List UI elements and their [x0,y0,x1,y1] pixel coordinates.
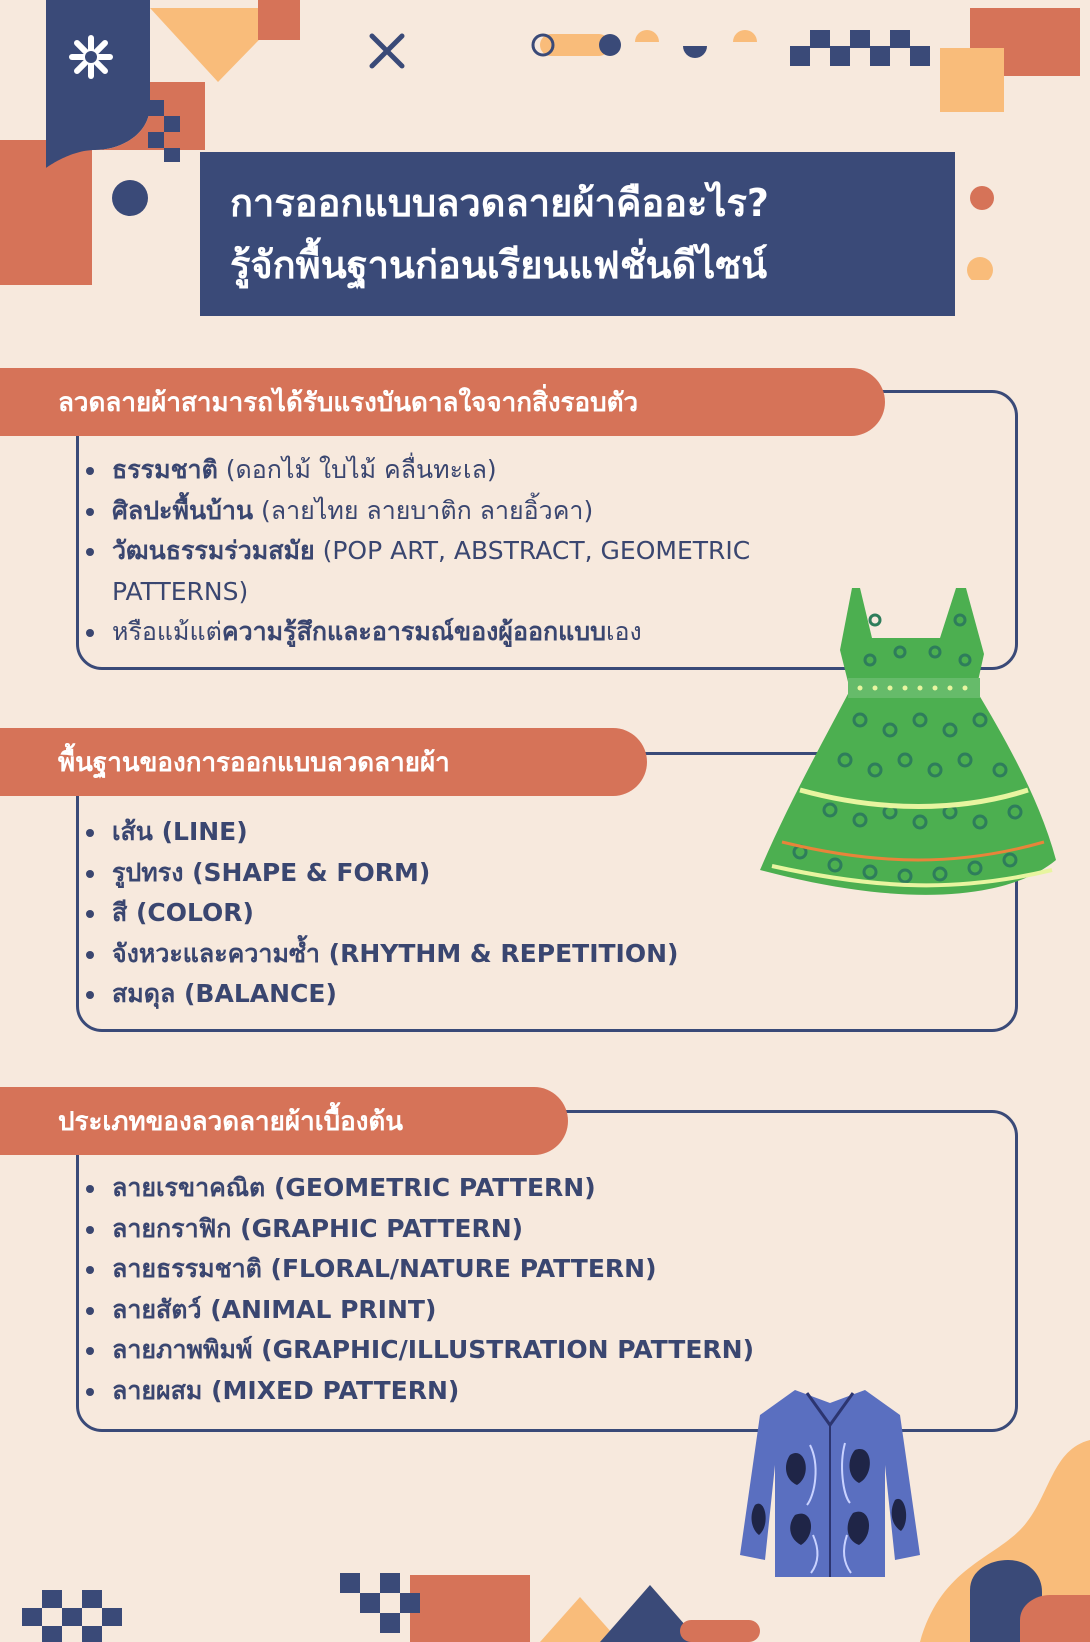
list-item: ลายเรขาคณิต (GEOMETRIC PATTERN) [112,1168,754,1209]
list-item: ธรรมชาติ (ดอกไม้ ใบไม้ คลื่นทะเล) [112,450,750,491]
list-item: สี (COLOR) [112,893,678,934]
section-inspiration-list [112,450,750,653]
list-item: ลายธรรมชาติ (FLORAL/NATURE PATTERN) [112,1249,754,1290]
close-x-icon [368,32,406,70]
asterisk-flower-icon [68,34,114,80]
list-item: ศิลปะพื้นบ้าน (ลายไทย ลายบาติก ลายอิ้วคา) [112,491,750,532]
list-item: เส้น (LINE) [112,812,678,853]
list-item: สมดุล (BALANCE) [112,974,678,1015]
list-item: ลายภาพพิมพ์ (GRAPHIC/ILLUSTRATION PATTERN) [112,1330,754,1371]
list-item: หรือแม้แต่ความรู้สึกและอารมณ์ของผู้ออกแบบเอง [112,612,750,653]
list-item: รูปทรง (SHAPE & FORM) [112,853,678,894]
title-line-2: รู้จักพื้นฐานก่อนเรียนแฟชั่นดีไซน์ [230,243,768,287]
section-basics-header: พื้นฐานของการออกแบบลวดลายผ้า [0,728,647,796]
list-item: วัฒนธรรมร่วมสมัย (POP ART, ABSTRACT, GEOMETRIC [112,531,750,572]
list-item-continuation: PATTERNS) [112,576,249,606]
deco-bottom-center [340,1555,760,1642]
dress-illustration [760,580,1060,920]
deco-bottom-left [20,1590,130,1642]
title-line-1: การออกแบบลวดลายผ้าคืออะไร? [230,181,769,225]
shirt-illustration [735,1385,925,1585]
section-types-list [112,1168,754,1411]
section-types-header: ประเภทของลวดลายผ้าเบื้องต้น [0,1087,568,1155]
deco-top-pills [530,30,780,70]
section-inspiration-header: ลวดลายผ้าสามารถได้รับแรงบันดาลใจจากสิ่งรอบตัว [0,368,885,436]
list-item: ลายสัตว์ (ANIMAL PRINT) [112,1290,754,1331]
page-title [200,152,955,316]
list-item: ลายกราฟิก (GRAPHIC PATTERN) [112,1209,754,1250]
section-basics-list [112,812,678,1015]
deco-bottom-right [900,1440,1090,1642]
list-item: จังหวะและความซ้ำ (RHYTHM & REPETITION) [112,934,678,975]
list-item: ลายผสม (MIXED PATTERN) [112,1371,754,1412]
